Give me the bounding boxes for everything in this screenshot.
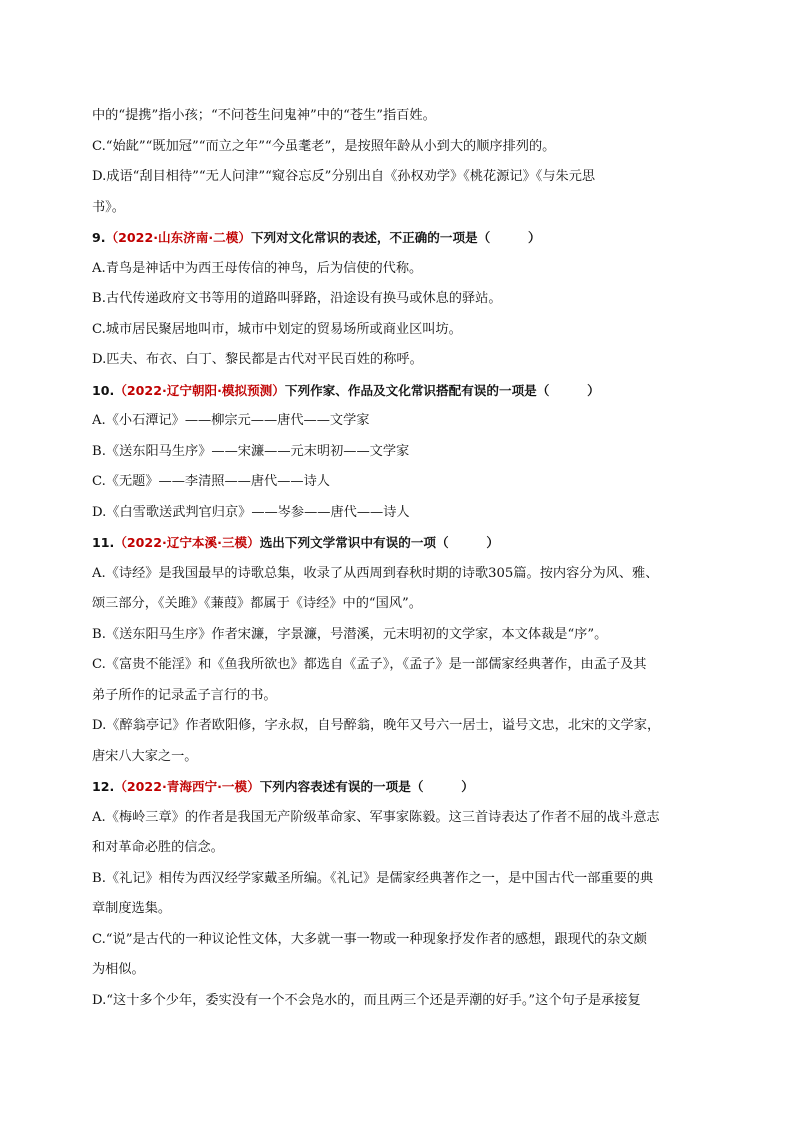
intro-block <box>92 101 696 223</box>
text-line: D.成语“刮目相待”“无人问津”“窥谷忘反”分别出自《孙权劝学》《桃花源记》《与朱元思 <box>92 169 596 184</box>
option-line: 唐宋八大家之一。 <box>92 748 198 764</box>
option-line: C.城市居民聚居地叫市，城市中划定的贸易场所或商业区叫坊。 <box>92 321 462 337</box>
option-line: 为相似。 <box>92 962 145 977</box>
question-heading <box>92 528 696 559</box>
option-line: B.《送东阳马生序》作者宋濂，字景濂，号潜溪，元末明初的文学家，本文体裁是“序”。 <box>92 626 608 642</box>
question-source: （2022·山东济南·二模） <box>105 230 251 245</box>
option-line: A.《小石潭记》——柳宗元——唐代——文学家 <box>92 413 370 428</box>
question-stem: 下列作家、作品及文化常识搭配有误的一项是（ ） <box>284 382 600 398</box>
option-line: A.《梅岭三章》的作者是我国无产阶级革命家、军事家陈毅。这三首诗表达了作者不屈的战斗意志 <box>92 809 660 825</box>
option-line: B.《送东阳马生序》——宋濂——元末明初——文学家 <box>92 443 410 459</box>
option-line: B.古代传递政府文书等用的道路叫驿路，沿途设有换马或休息的驿站。 <box>92 291 502 306</box>
question-heading <box>92 223 696 254</box>
option-line: C.《富贵不能淫》和《鱼我所欲也》都选自《孟子》，《孟子》是一部儒家经典著作，由孟子及其 <box>92 657 647 672</box>
question-source: （2022·辽宁朝阳·模拟预测） <box>114 382 285 398</box>
question-number: 12. <box>92 779 115 794</box>
text-line: 书》。 <box>92 199 125 215</box>
question-10 <box>92 376 696 529</box>
option-line: C.“说”是古代的一种议论性文体，大多就一事一物或一种现象抒发作者的感想，跟现代的杂文颇 <box>92 931 647 947</box>
text-line: 中的“提携”指小孩；“不问苍生问鬼神”中的“苍生”指百姓。 <box>92 108 436 123</box>
question-11 <box>92 528 696 772</box>
option-line: 弟子所作的记录孟子言行的书。 <box>92 687 277 703</box>
question-stem: 选出下列文学常识中有误的一项（ ） <box>259 535 499 550</box>
question-source: （2022·青海西宁·一模） <box>114 779 260 794</box>
question-heading <box>92 772 696 803</box>
question-number: 10. <box>92 382 115 398</box>
option-line: D.《醉翁亭记》作者欧阳修，字永叔，自号醉翁，晚年又号六一居士，谥号文忠，北宋的文学家， <box>92 718 661 733</box>
option-line: D.匹夫、布衣、白丁、黎民都是古代对平民百姓的称呼。 <box>92 352 423 367</box>
option-line: C.《无题》——李清照——唐代——诗人 <box>92 474 330 489</box>
option-line: 章制度选集。 <box>92 901 172 916</box>
question-9 <box>92 223 696 376</box>
option-line: A.青鸟是神话中为西王母传信的神鸟，后为信使的代称。 <box>92 260 423 276</box>
option-line: D.《白雪歌送武判官归京》——岑参——唐代——诗人 <box>92 504 410 520</box>
document-body <box>92 101 696 1016</box>
question-number: 9. <box>92 230 106 245</box>
option-line: A.《诗经》是我国最早的诗歌总集，收录了从西周到春秋时期的诗歌305篇。按内容分为风、雅、 <box>92 565 659 581</box>
option-line: B.《礼记》相传为西汉经学家戴圣所编。《礼记》是儒家经典著作之一，是中国古代一部重要的典 <box>92 870 654 886</box>
option-line: D.“这十多个少年，委实没有一个不会凫水的，而且两三个还是弄潮的好手。”这个句子是承接复 <box>92 992 641 1008</box>
question-heading <box>92 376 696 407</box>
question-12 <box>92 772 696 1016</box>
text-line: C.“始龀”“既加冠”“而立之年”“今虽耄老”，是按照年龄从小到大的顺序排列的。 <box>92 138 556 154</box>
question-stem: 下列对文化常识的表述，不正确的一项是（ ） <box>250 230 541 245</box>
question-source: （2022·辽宁本溪·三模） <box>114 535 260 550</box>
question-number: 11. <box>92 535 115 550</box>
option-line: 颂三部分，《关雎》《蒹葭》都属于《诗经》中的“国风”。 <box>92 596 422 611</box>
question-stem: 下列内容表述有误的一项是（ ） <box>259 779 474 794</box>
option-line: 和对革命必胜的信念。 <box>92 840 224 855</box>
